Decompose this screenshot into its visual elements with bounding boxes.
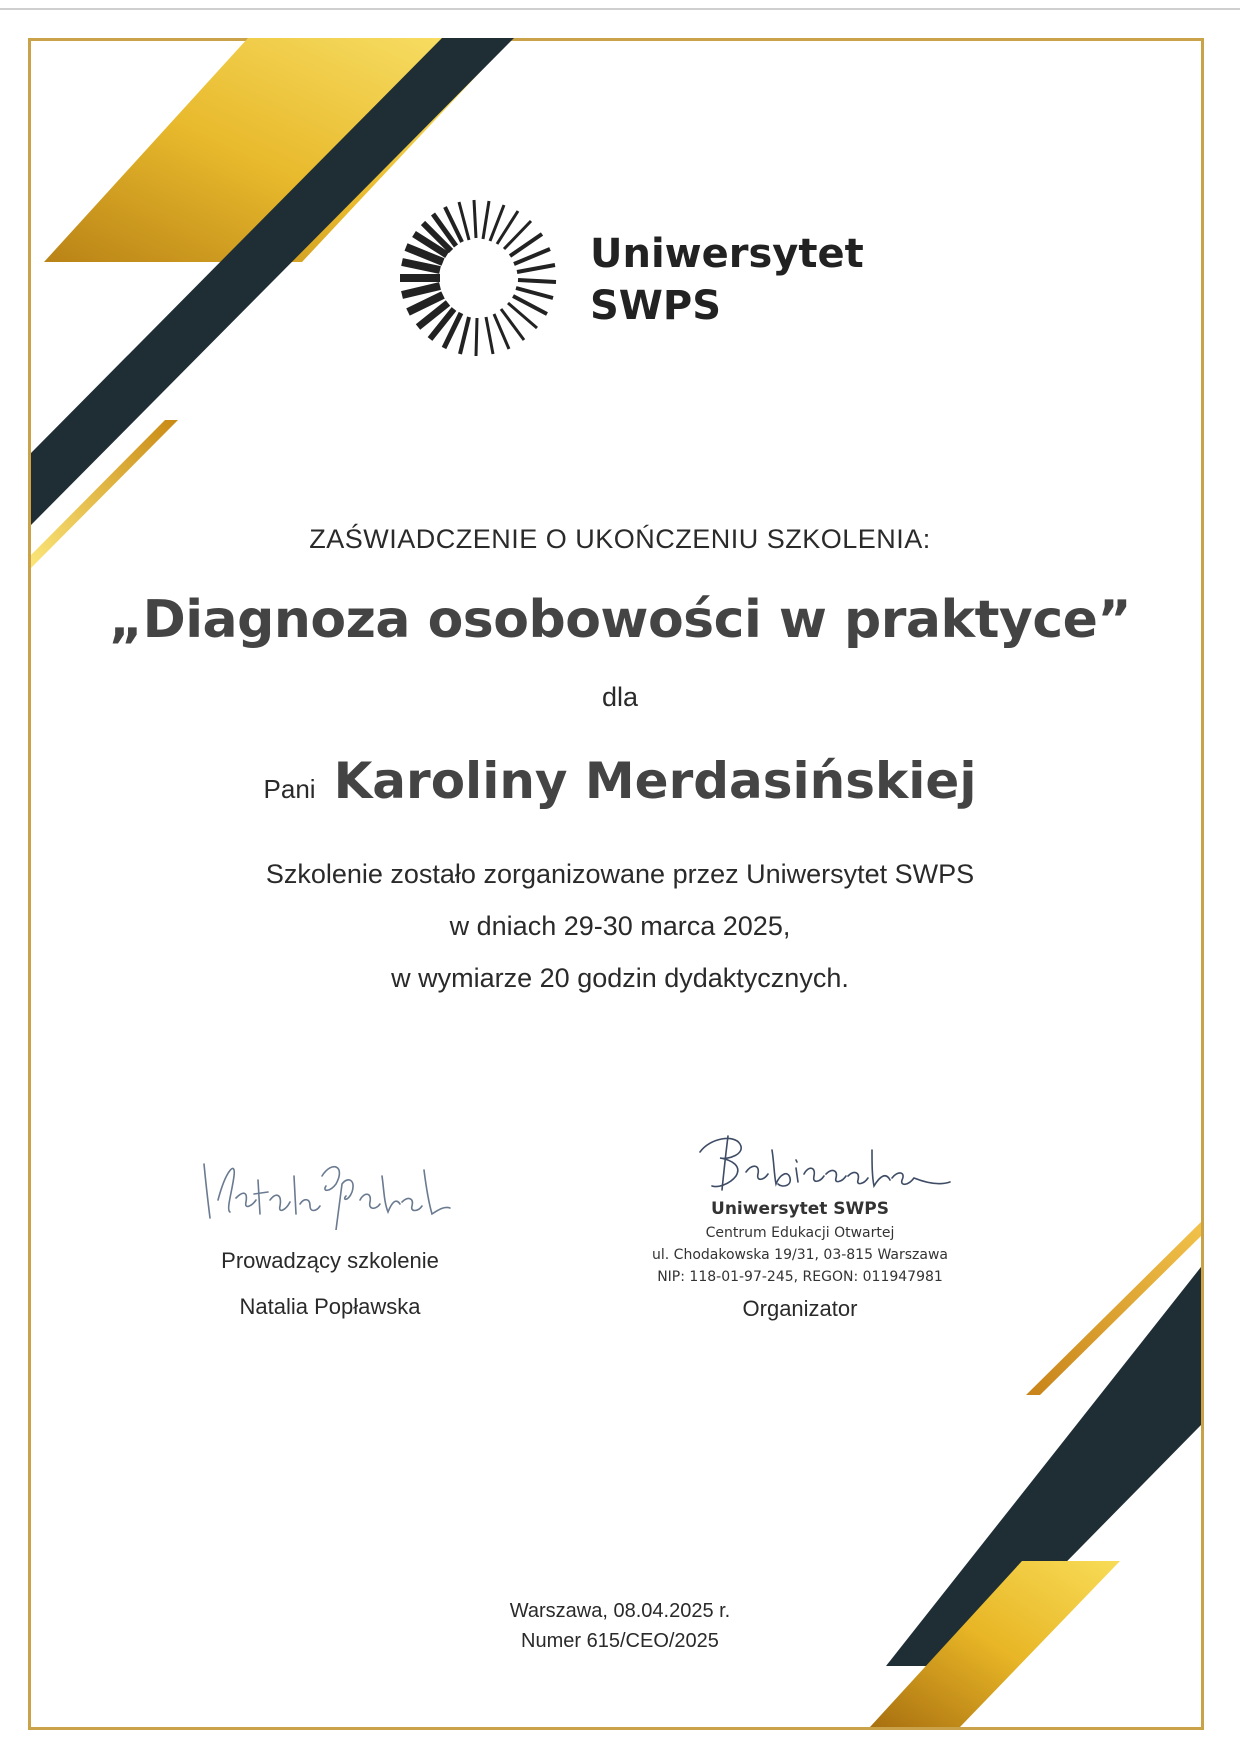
trainer-block: [200, 1238, 460, 1330]
info-line-dates: w dniach 29-30 marca 2025,: [449, 911, 791, 941]
place-and-date: Warszawa, 08.04.2025 r.: [509, 1600, 731, 1622]
organizer-stamp: [640, 1196, 960, 1288]
university-name: [590, 228, 864, 332]
stamp-line-tax-ids: NIP: 118-01-97-245, REGON: 011947981: [657, 1269, 943, 1285]
stamp-line-center: Centrum Edukacji Otwartej: [705, 1225, 895, 1241]
organizer-signature: [694, 1130, 954, 1200]
swps-sunburst-logo-icon: [398, 198, 558, 358]
logo-line-2: SWPS: [590, 283, 722, 329]
university-logo: [398, 198, 864, 358]
stamp-line-address: ul. Chodakowska 19/31, 03-815 Warszawa: [652, 1247, 948, 1263]
certificate-number: Numer 615/CEO/2025: [521, 1630, 719, 1652]
recipient-line: [0, 752, 1240, 810]
training-info: [0, 848, 1240, 1004]
organizer-role: Organizator: [742, 1296, 858, 1321]
logo-line-1: Uniwersytet: [590, 231, 864, 277]
course-title: „Diagnoza osobowości w praktyce”: [108, 590, 1132, 650]
for-label: dla: [601, 682, 639, 712]
trainer-role: Prowadzący szkolenie: [221, 1248, 439, 1273]
recipient-name: Karoliny Merdasińskiej: [333, 752, 977, 810]
info-line-hours: w wymiarze 20 godzin dydaktycznych.: [391, 963, 849, 993]
info-line-organizer: Szkolenie zostało zorganizowane przez Uniwersytet SWPS: [265, 859, 975, 889]
recipient-prefix: Pani: [263, 774, 316, 804]
trainer-name: Natalia Popławska: [239, 1294, 421, 1319]
certificate-heading: ZAŚWIADCZENIE O UKOŃCZENIU SZKOLENIA:: [309, 524, 931, 554]
stamp-line-university: Uniwersytet SWPS: [711, 1199, 889, 1219]
trainer-signature: [196, 1140, 456, 1230]
